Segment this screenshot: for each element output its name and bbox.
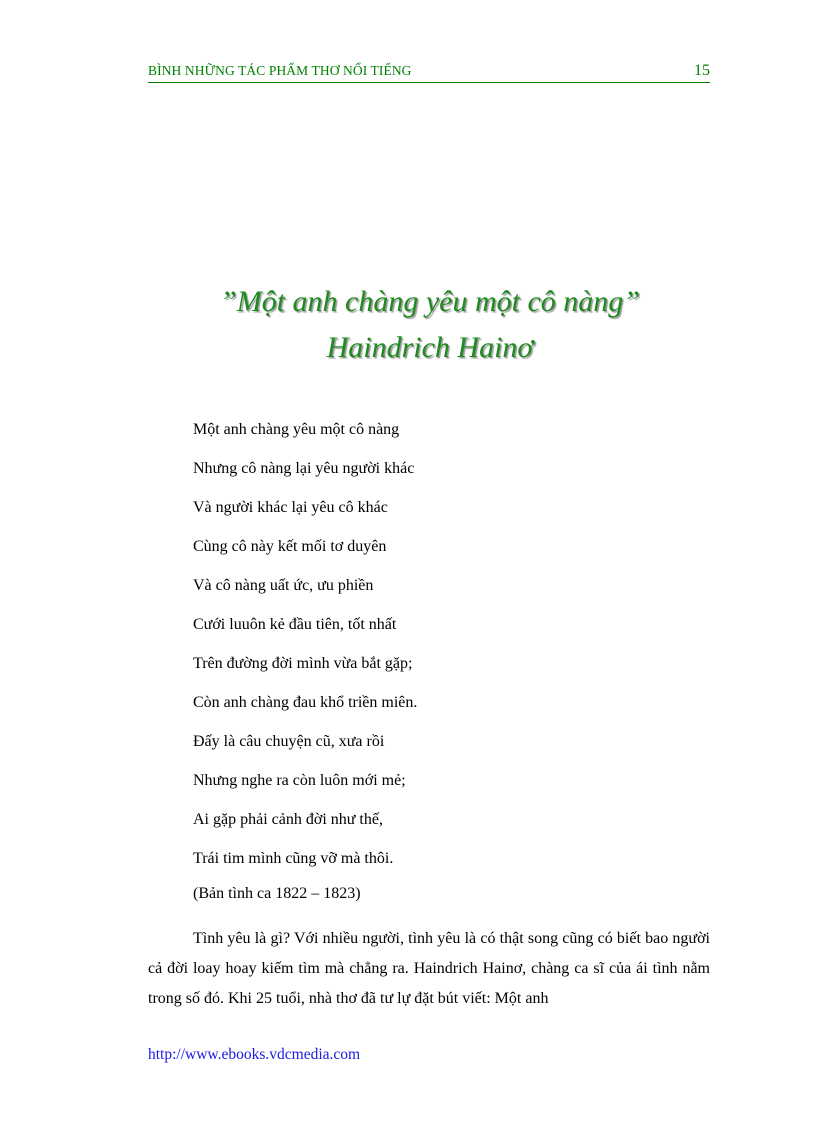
poem-line: Còn anh chàng đau khổ triền miên.	[193, 694, 418, 711]
poem-line: Đấy là câu chuyện cũ, xưa rồi	[193, 733, 385, 750]
poem-line: Nhưng nghe ra còn luôn mới mẻ;	[193, 772, 406, 789]
poem-line: Trái tim mình cũng vỡ mà thôi.	[193, 850, 394, 867]
poem-line: Cưới luuôn kẻ đầu tiên, tốt nhất	[193, 616, 397, 633]
poem-line: Nhưng cô nàng lại yêu người khác	[193, 460, 415, 477]
poem-line: Cùng cô này kết mối tơ duyên	[193, 538, 387, 555]
poem-line: Ai gặp phải cảnh đời như thế,	[193, 811, 383, 828]
footer-website-link[interactable]: http://www.ebooks.vdcmedia.com	[148, 1046, 361, 1063]
poem-stanza	[193, 418, 417, 886]
body-paragraph: Tình yêu là gì? Với nhiều người, tình yêu là có thật song cũng có biết bao người cả đời loay hoay kiếm tìm mà chẳng ra. Haindrich Hainơ, chàng ca sĩ của ái tình nằm trong số đó. Khi 25 tuổi, nhà thơ đã tư lự đặt bút viết: Một anh	[148, 930, 710, 1007]
poem-line: Trên đường đời mình vừa bắt gặp;	[193, 655, 413, 672]
page-number: 15	[694, 62, 710, 79]
header-title: BÌNH NHỮNG TÁC PHẨM THƠ NỔI TIẾNG	[148, 63, 412, 78]
poem-line: Và người khác lại yêu cô khác	[193, 499, 388, 516]
poem-line: Và cô nàng uất ức, ưu phiền	[193, 577, 374, 594]
poem-line: Một anh chàng yêu một cô nàng	[193, 421, 400, 438]
poem-title: ”Một anh chàng yêu một cô nàng”	[220, 285, 640, 318]
poem-author: Haindrich Hainơ	[326, 331, 534, 364]
running-header	[148, 62, 710, 83]
poem-source-note: (Bản tình ca 1822 – 1823)	[193, 885, 361, 902]
